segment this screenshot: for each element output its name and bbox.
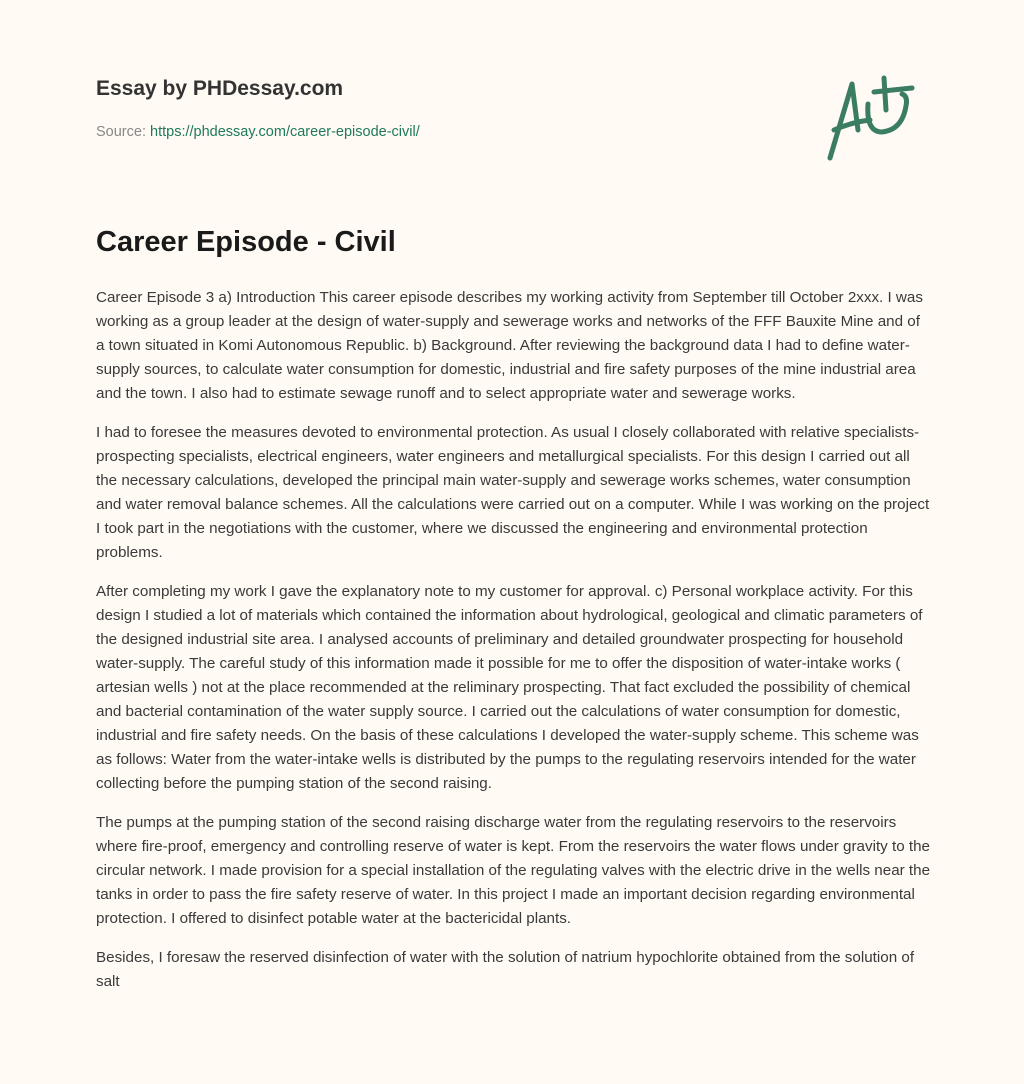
paragraph: After completing my work I gave the explanatory note to my customer for approval. c) Personal workplace activity. For this design I studied a lot of materials which contained the information about hydrological, geological and climatic parameters of the designed industrial site area. I analysed accounts of preliminary and detailed groundwater prospecting for household water-supply. The careful study of this information made it possible for me to offer the disposition of water-intake works ( artesian wells ) not at the place recommended at the reliminary prospecting. That fact excluded the possibility of chemical and bacterial contamination of the water supply source. I carried out the calculations of water consumption for domestic, industrial and fire safety needs. On the basis of these calculations I developed the water-supply scheme. This scheme was as follows: Water from the water-intake wells is distributed by the pumps to the regulating reservoirs intended for the water collecting before the pumping station of the second raising. <box>96 583 923 792</box>
paragraph: The pumps at the pumping station of the second raising discharge water from the regulating reservoirs to the reservoirs where fire-proof, emergency and controlling reserve of water is kept. From the reservoirs the water flows under gravity to the circular network. I made provision for a special installation of the regulating valves with the electric drive in the wells near the tanks in order to pass the fire safety reserve of water. In this project I made an important decision regarding environmental protection. I offered to disinfect potable water at the bactericidal plants. <box>96 814 931 927</box>
article-body <box>96 286 932 1009</box>
article-title: Career Episode - Civil <box>96 226 396 258</box>
source-label: Source: <box>96 124 146 140</box>
paragraph: Besides, I foresaw the reserved disinfection of water with the solution of natrium hypochlorite obtained from the solution of salt <box>96 949 915 990</box>
source-link[interactable]: https://phdessay.com/career-episode-civil/ <box>150 124 420 140</box>
paragraph: I had to foresee the measures devoted to environmental protection. As usual I closely collaborated with relative specialists- prospecting specialists, electrical engineers, water engineers and metallurgical specialists. For this design I carried out all the necessary calculations, developed the principal main water-supply and sewerage works schemes, water consumption and water removal balance schemes. All the calculations were carried out on a computer. While I was working on the project I took part in the negotiations with the customer, where we discussed the engineering and environmental protection problems. <box>96 424 930 561</box>
paragraph: Career Episode 3 a) Introduction This career episode describes my working activity from September till October 2xxx. I was working as a group leader at the design of water-supply and sewerage works and networks of the FFF Bauxite Mine and of a town situated in Komi Autonomous Republic. b) Background. After reviewing the background data I had to define water-supply sources, to calculate water consumption for domestic, industrial and fire safety purposes of the mine industrial area and the town. I also had to estimate sewage runoff and to select appropriate water and sewerage works. <box>96 289 923 402</box>
site-brand: Essay by PHDessay.com <box>96 77 344 100</box>
a-plus-logo-icon <box>822 70 932 165</box>
source-line <box>96 124 420 140</box>
